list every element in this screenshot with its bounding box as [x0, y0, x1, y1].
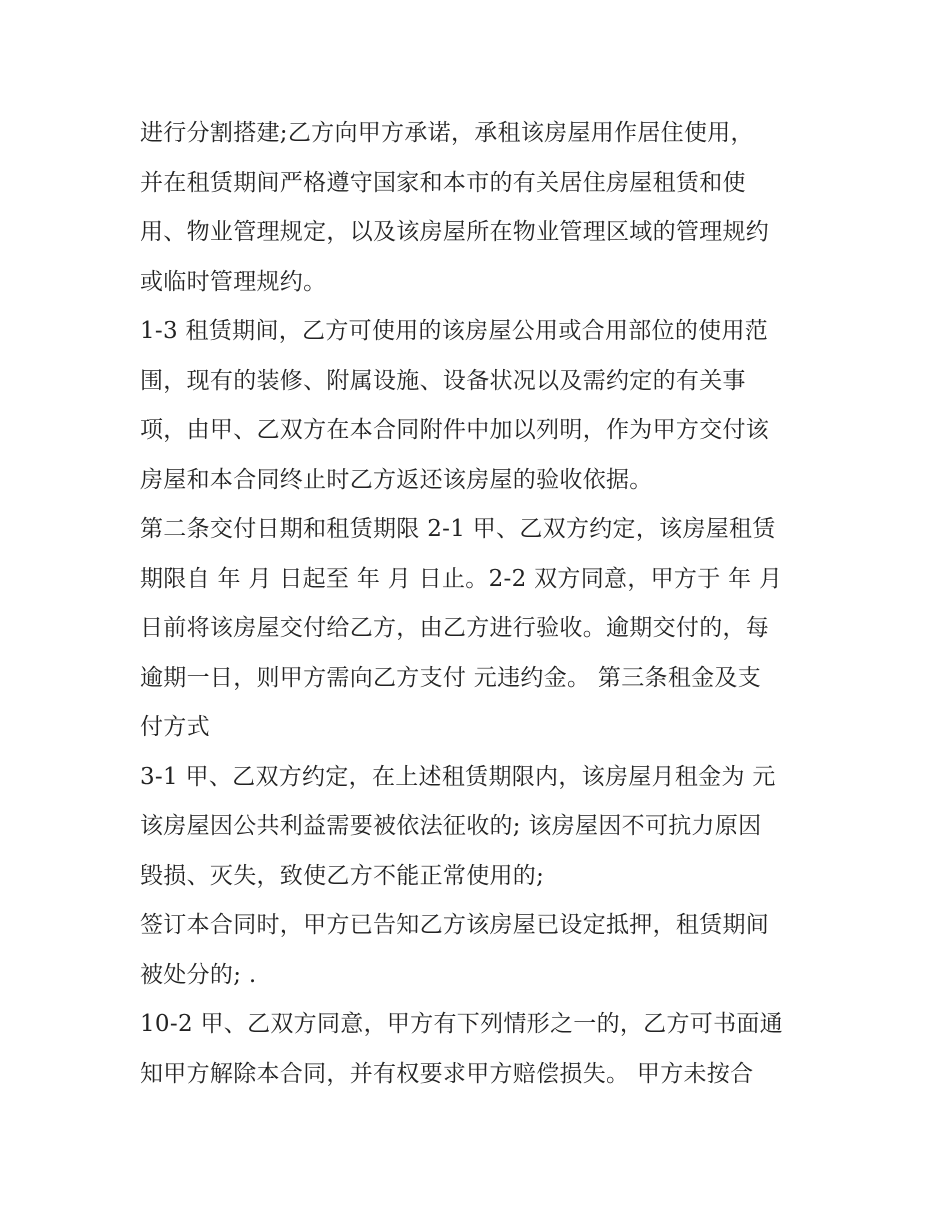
text-line: 围，现有的装修、附属设施、设备状况以及需约定的有关事	[140, 367, 746, 394]
text-line: 签订本合同时，甲方已告知乙方该房屋已设定抵押，租赁期间	[140, 912, 770, 938]
text-line: 第二条交付日期和租赁期限 2-1 甲、乙双方约定，该房屋租赁	[140, 516, 776, 542]
text-line: 日前将该房屋交付给乙方，由乙方进行验收。逾期交付的，每	[140, 615, 770, 641]
contract-text	[140, 109, 840, 1099]
text-line: 1-3 租赁期间，乙方可使用的该房屋公用或合用部位的使用范	[140, 318, 769, 344]
text-line: 进行分割搭建;乙方向甲方承诺，承租该房屋用作居住使用，	[140, 120, 754, 146]
text-line: 并在租赁期间严格遵守国家和本市的有关居住房屋租赁和使	[140, 169, 746, 196]
text-line: 用、物业管理规定，以及该房屋所在物业管理区域的管理规约	[140, 219, 770, 245]
text-line: 3-1 甲、乙双方约定，在上述租赁期限内，该房屋月租金为 元	[140, 763, 776, 790]
text-line: 该房屋因公共利益需要被依法征收的; 该房屋因不可抗力原因	[140, 813, 762, 839]
text-line: 房屋和本合同终止时乙方返还该房屋的验收依据。	[140, 466, 653, 493]
text-line: 被处分的; .	[140, 961, 257, 988]
text-line: 项，由甲、乙双方在本合同附件中加以列明，作为甲方交付该	[140, 417, 770, 443]
text-line: 10-2 甲、乙双方同意，甲方有下列情形之一的，乙方可书面通	[140, 1011, 783, 1037]
text-line: 逾期一日，则甲方需向乙方支付 元违约金。 第三条租金及支	[140, 664, 762, 691]
text-line: 毁损、灭失，致使乙方不能正常使用的;	[140, 862, 545, 889]
text-line: 期限自 年 月 日起至 年 月 日止。2-2 双方同意，甲方于 年 月	[140, 565, 783, 592]
text-line: 付方式	[140, 714, 210, 740]
text-line: 或临时管理规约。	[140, 268, 327, 295]
text-line: 知甲方解除本合同，并有权要求甲方赔偿损失。 甲方未按合	[140, 1060, 754, 1087]
